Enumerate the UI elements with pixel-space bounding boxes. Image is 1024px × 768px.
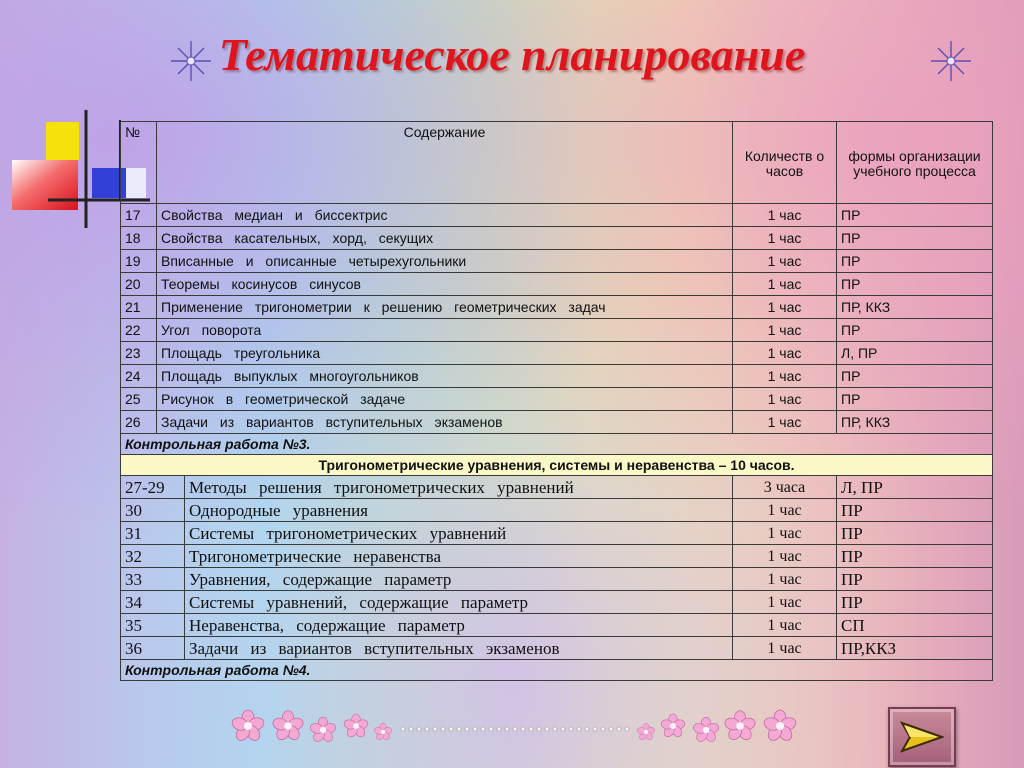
row-content: Теоремы косинусов синусов	[157, 273, 733, 296]
row-hours: 1 час	[733, 411, 837, 434]
row-number: 31	[121, 522, 185, 545]
row-content: Системы уравнений, содержащие параметр	[185, 591, 733, 614]
row-hours: 1 час	[733, 204, 837, 227]
row-forms: ПР	[837, 250, 993, 273]
section-header-row	[121, 455, 993, 476]
row-hours: 1 час	[733, 545, 837, 568]
row-forms: Л, ПР	[837, 342, 993, 365]
row-forms: ПР, ККЗ	[837, 411, 993, 434]
control-work-row	[121, 660, 993, 681]
row-hours: 1 час	[733, 365, 837, 388]
table-row	[121, 545, 993, 568]
row-forms: ПР	[837, 499, 993, 522]
next-slide-button[interactable]	[888, 707, 956, 767]
row-content: Угол поворота	[157, 319, 733, 342]
planning-table	[120, 121, 993, 681]
row-forms: ПР	[837, 568, 993, 591]
table-row	[121, 204, 993, 227]
row-number: 18	[121, 227, 157, 250]
row-content: Задачи из вариантов вступительных экзаменов	[157, 411, 733, 434]
header-content: Содержание	[157, 122, 733, 204]
table-row	[121, 637, 993, 660]
row-forms: ПР	[837, 319, 993, 342]
table-row	[121, 273, 993, 296]
table-row	[121, 522, 993, 545]
row-content: Вписанные и описанные четырехугольники	[157, 250, 733, 273]
table-row	[121, 591, 993, 614]
row-forms: ПР	[837, 522, 993, 545]
row-hours: 1 час	[733, 614, 837, 637]
row-content: Системы тригонометрических уравнений	[185, 522, 733, 545]
row-number: 30	[121, 499, 185, 522]
row-content: Методы решения тригонометрических уравнений	[185, 476, 733, 499]
table-row	[121, 342, 993, 365]
row-content: Уравнения, содержащие параметр	[185, 568, 733, 591]
row-forms: СП	[837, 614, 993, 637]
row-number: 27-29	[121, 476, 185, 499]
row-content: Рисунок в геометрической задаче	[157, 388, 733, 411]
table-row	[121, 476, 993, 499]
row-content: Однородные уравнения	[185, 499, 733, 522]
row-hours: 1 час	[733, 342, 837, 365]
row-number: 35	[121, 614, 185, 637]
table-row	[121, 614, 993, 637]
row-number: 17	[121, 204, 157, 227]
row-hours: 1 час	[733, 296, 837, 319]
row-number: 23	[121, 342, 157, 365]
row-hours: 1 час	[733, 499, 837, 522]
row-forms: ПР	[837, 591, 993, 614]
row-hours: 1 час	[733, 250, 837, 273]
row-number: 34	[121, 591, 185, 614]
row-content: Применение тригонометрии к решению геометрических задач	[157, 296, 733, 319]
row-hours: 1 час	[733, 522, 837, 545]
control-work-row	[121, 434, 993, 455]
header-number: №	[121, 122, 157, 204]
row-number: 25	[121, 388, 157, 411]
row-forms: ПР	[837, 204, 993, 227]
row-forms: ПР	[837, 388, 993, 411]
row-number: 24	[121, 365, 157, 388]
row-content: Задачи из вариантов вступительных экзаменов	[185, 637, 733, 660]
row-number: 33	[121, 568, 185, 591]
table-row	[121, 296, 993, 319]
row-forms: ПР	[837, 365, 993, 388]
row-content: Свойства медиан и биссектрис	[157, 204, 733, 227]
row-forms: ПР, ККЗ	[837, 296, 993, 319]
row-number: 36	[121, 637, 185, 660]
row-number: 22	[121, 319, 157, 342]
row-number: 21	[121, 296, 157, 319]
header-forms: формы организации учебного процесса	[837, 122, 993, 204]
row-hours: 3 часа	[733, 476, 837, 499]
row-forms: Л, ПР	[837, 476, 993, 499]
row-hours: 1 час	[733, 273, 837, 296]
row-content: Неравенства, содержащие параметр	[185, 614, 733, 637]
row-hours: 1 час	[733, 591, 837, 614]
row-hours: 1 час	[733, 568, 837, 591]
row-forms: ПР	[837, 227, 993, 250]
table-row	[121, 319, 993, 342]
section-title: Тригонометрические уравнения, системы и неравенства – 10 часов.	[121, 455, 993, 476]
flower-garland	[228, 706, 808, 750]
table-row	[121, 365, 993, 388]
header-hours: Количеств о часов	[733, 122, 837, 204]
row-content: Площадь треугольника	[157, 342, 733, 365]
table-row	[121, 499, 993, 522]
row-content: Свойства касательных, хорд, секущих	[157, 227, 733, 250]
row-hours: 1 час	[733, 319, 837, 342]
row-forms: ПР	[837, 273, 993, 296]
row-number: 20	[121, 273, 157, 296]
control-work-label: Контрольная работа №4.	[121, 660, 993, 681]
row-content: Площадь выпуклых многоугольников	[157, 365, 733, 388]
row-hours: 1 час	[733, 637, 837, 660]
row-number: 26	[121, 411, 157, 434]
row-forms: ПР,ККЗ	[837, 637, 993, 660]
table-row	[121, 388, 993, 411]
row-content: Тригонометрические неравенства	[185, 545, 733, 568]
table-row	[121, 250, 993, 273]
control-work-label: Контрольная работа №3.	[121, 434, 993, 455]
row-number: 32	[121, 545, 185, 568]
page-title: Тематическое планирование	[218, 29, 806, 80]
next-arrow-icon	[900, 719, 944, 755]
row-forms: ПР	[837, 545, 993, 568]
table-row	[121, 227, 993, 250]
row-hours: 1 час	[733, 388, 837, 411]
row-hours: 1 час	[733, 227, 837, 250]
row-number: 19	[121, 250, 157, 273]
table-row	[121, 568, 993, 591]
table-row	[121, 411, 993, 434]
